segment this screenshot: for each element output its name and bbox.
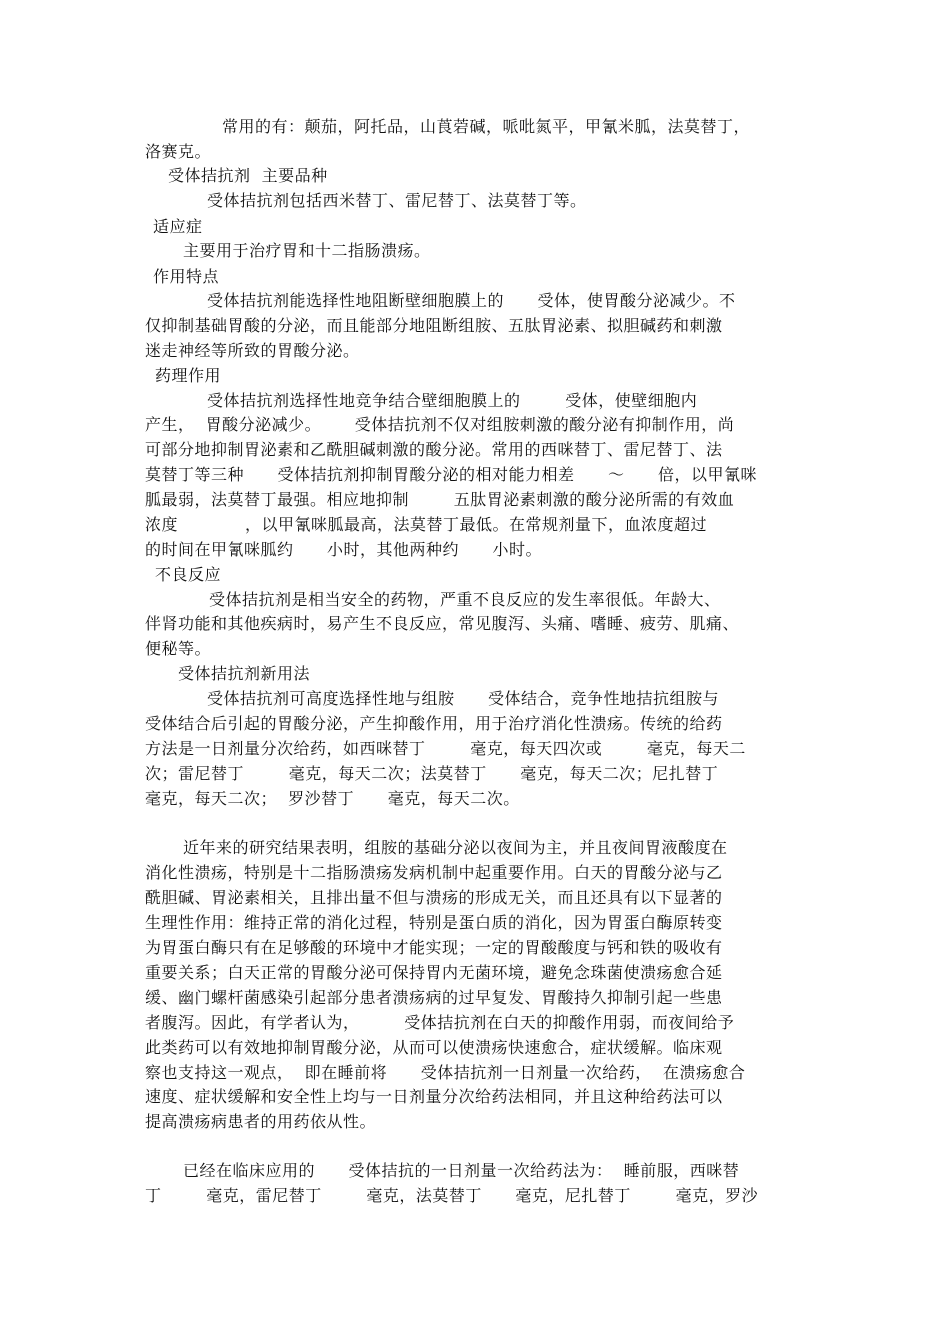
section-heading: 作用特点	[153, 267, 220, 286]
section-heading: 受体拮抗剂新用法	[178, 664, 311, 683]
text-line: 伴肾功能和其他疾病时，易产生不良反应，常见腹泻、头痛、嗜睡、疲劳、肌痛、	[145, 614, 740, 633]
text-line: 察也支持这一观点， 即在睡前将 受体拮抗剂一日剂量一次给药， 在溃疡愈合	[145, 1063, 746, 1082]
text-line: 此类药可以有效地抑制胃酸分泌，从而可以使溃疡快速愈合，症状缓解。临床观	[145, 1038, 723, 1057]
text-line: 近年来的研究结果表明，组胺的基础分泌以夜间为主，并且夜间胃液酸度在	[183, 838, 728, 857]
section-heading: 适应症	[153, 217, 203, 236]
text-line: 主要用于治疗胃和十二指肠溃疡。	[183, 241, 431, 260]
text-line: 便秘等。	[145, 639, 212, 658]
section-heading: 不良反应	[155, 565, 222, 584]
text-line: 可部分地抑制胃泌素和乙酰胆碱刺激的酸分泌。常用的西咪替丁、雷尼替丁、法	[145, 440, 723, 459]
section-heading: 药理作用	[155, 366, 222, 385]
text-line: 方法是一日剂量分次给药，如西咪替丁 毫克，每天四次或 毫克，每天二	[145, 739, 746, 758]
text-line: 丁 毫克，雷尼替丁 毫克，法莫替丁 毫克，尼扎替丁 毫克，罗沙	[145, 1186, 759, 1205]
text-line: 受体拮抗剂包括西米替丁、雷尼替丁、法莫替丁等。	[207, 191, 587, 210]
text-line: 受体结合后引起的胃酸分泌，产生抑酸作用，用于治疗消化性溃疡。传统的给药	[145, 714, 723, 733]
text-line: 常用的有：颠茄，阿托品，山莨菪碱，哌吡氮平，甲氰米胍，法莫替丁，	[222, 117, 751, 136]
text-line: 迷走神经等所致的胃酸分泌。	[145, 341, 360, 360]
text-line: 受体拮抗剂能选择性地阻断壁细胞膜上的 受体，使胃酸分泌减少。不	[207, 291, 736, 310]
text-line: 的时间在甲氰咪胍约 小时，其他两种约 小时。	[145, 540, 543, 559]
text-line: 重要关系；白天正常的胃酸分泌可保持胃内无菌环境，避免念珠菌使溃疡愈合延	[145, 963, 723, 982]
text-line: 为胃蛋白酶只有在足够酸的环境中才能实现；一定的胃酸酸度与钙和铁的吸收有	[145, 938, 723, 957]
text-line: 缓、幽门螺杆菌感染引起部分患者溃疡病的过早复发、胃酸持久抑制引起一些患	[145, 988, 723, 1007]
text-line: 次；雷尼替丁 毫克，每天二次；法莫替丁 毫克，每天二次；尼扎替丁	[145, 764, 719, 783]
text-line: 消化性溃疡，特别是十二指肠溃疡发病机制中起重要作用。白天的胃酸分泌与乙	[145, 863, 723, 882]
text-line: 胍最弱，法莫替丁最强。相应地抑制 五肽胃泌素刺激的酸分泌所需的有效血	[145, 490, 735, 509]
text-line: 仅抑制基础胃酸的分泌，而且能部分地阻断组胺、五肽胃泌素、拟胆碱药和刺激	[145, 316, 723, 335]
text-line: 产生， 胃酸分泌减少。 受体拮抗剂不仅对组胺刺激的酸分泌有抑制作用，尚	[145, 415, 735, 434]
text-line: 已经在临床应用的 受体拮抗的一日剂量一次给药法为： 睡前服，西咪替	[183, 1161, 740, 1180]
text-line: 莫替丁等三种 受体拮抗剂抑制胃酸分泌的相对能力相差 ～ 倍，以甲氰咪	[145, 465, 758, 484]
text-line: 速度、症状缓解和安全性上均与一日剂量分次给药法相同，并且这种给药法可以	[145, 1087, 723, 1106]
text-line: 提高溃疡病患者的用药依从性。	[145, 1112, 377, 1131]
section-heading: 受体拮抗剂 主要品种	[168, 166, 328, 185]
text-line: 生理性作用：维持正常的消化过程，特别是蛋白质的消化，因为胃蛋白酶原转变	[145, 913, 723, 932]
text-line: 受体拮抗剂选择性地竞争结合壁细胞膜上的 受体，使壁细胞内	[207, 391, 698, 410]
text-line: 毫克，每天二次； 罗沙替丁 毫克，每天二次。	[145, 789, 520, 808]
text-line: 洛赛克。	[145, 142, 212, 161]
text-line: 浓度 ，以甲氰咪胍最高，法莫替丁最低。在常规剂量下，血浓度超过	[145, 515, 708, 534]
text-line: 者腹泻。因此，有学者认为， 受体拮抗剂在白天的抑酸作用弱，而夜间给予	[145, 1013, 735, 1032]
text-line: 受体拮抗剂是相当安全的药物，严重不良反应的发生率很低。年龄大、	[209, 590, 721, 609]
text-line: 酰胆碱、胃泌素相关，且排出量不但与溃疡的形成无关，而且还具有以下显著的	[145, 888, 723, 907]
text-line: 受体拮抗剂可高度选择性地与组胺 受体结合，竞争性地拮抗组胺与	[207, 689, 720, 708]
